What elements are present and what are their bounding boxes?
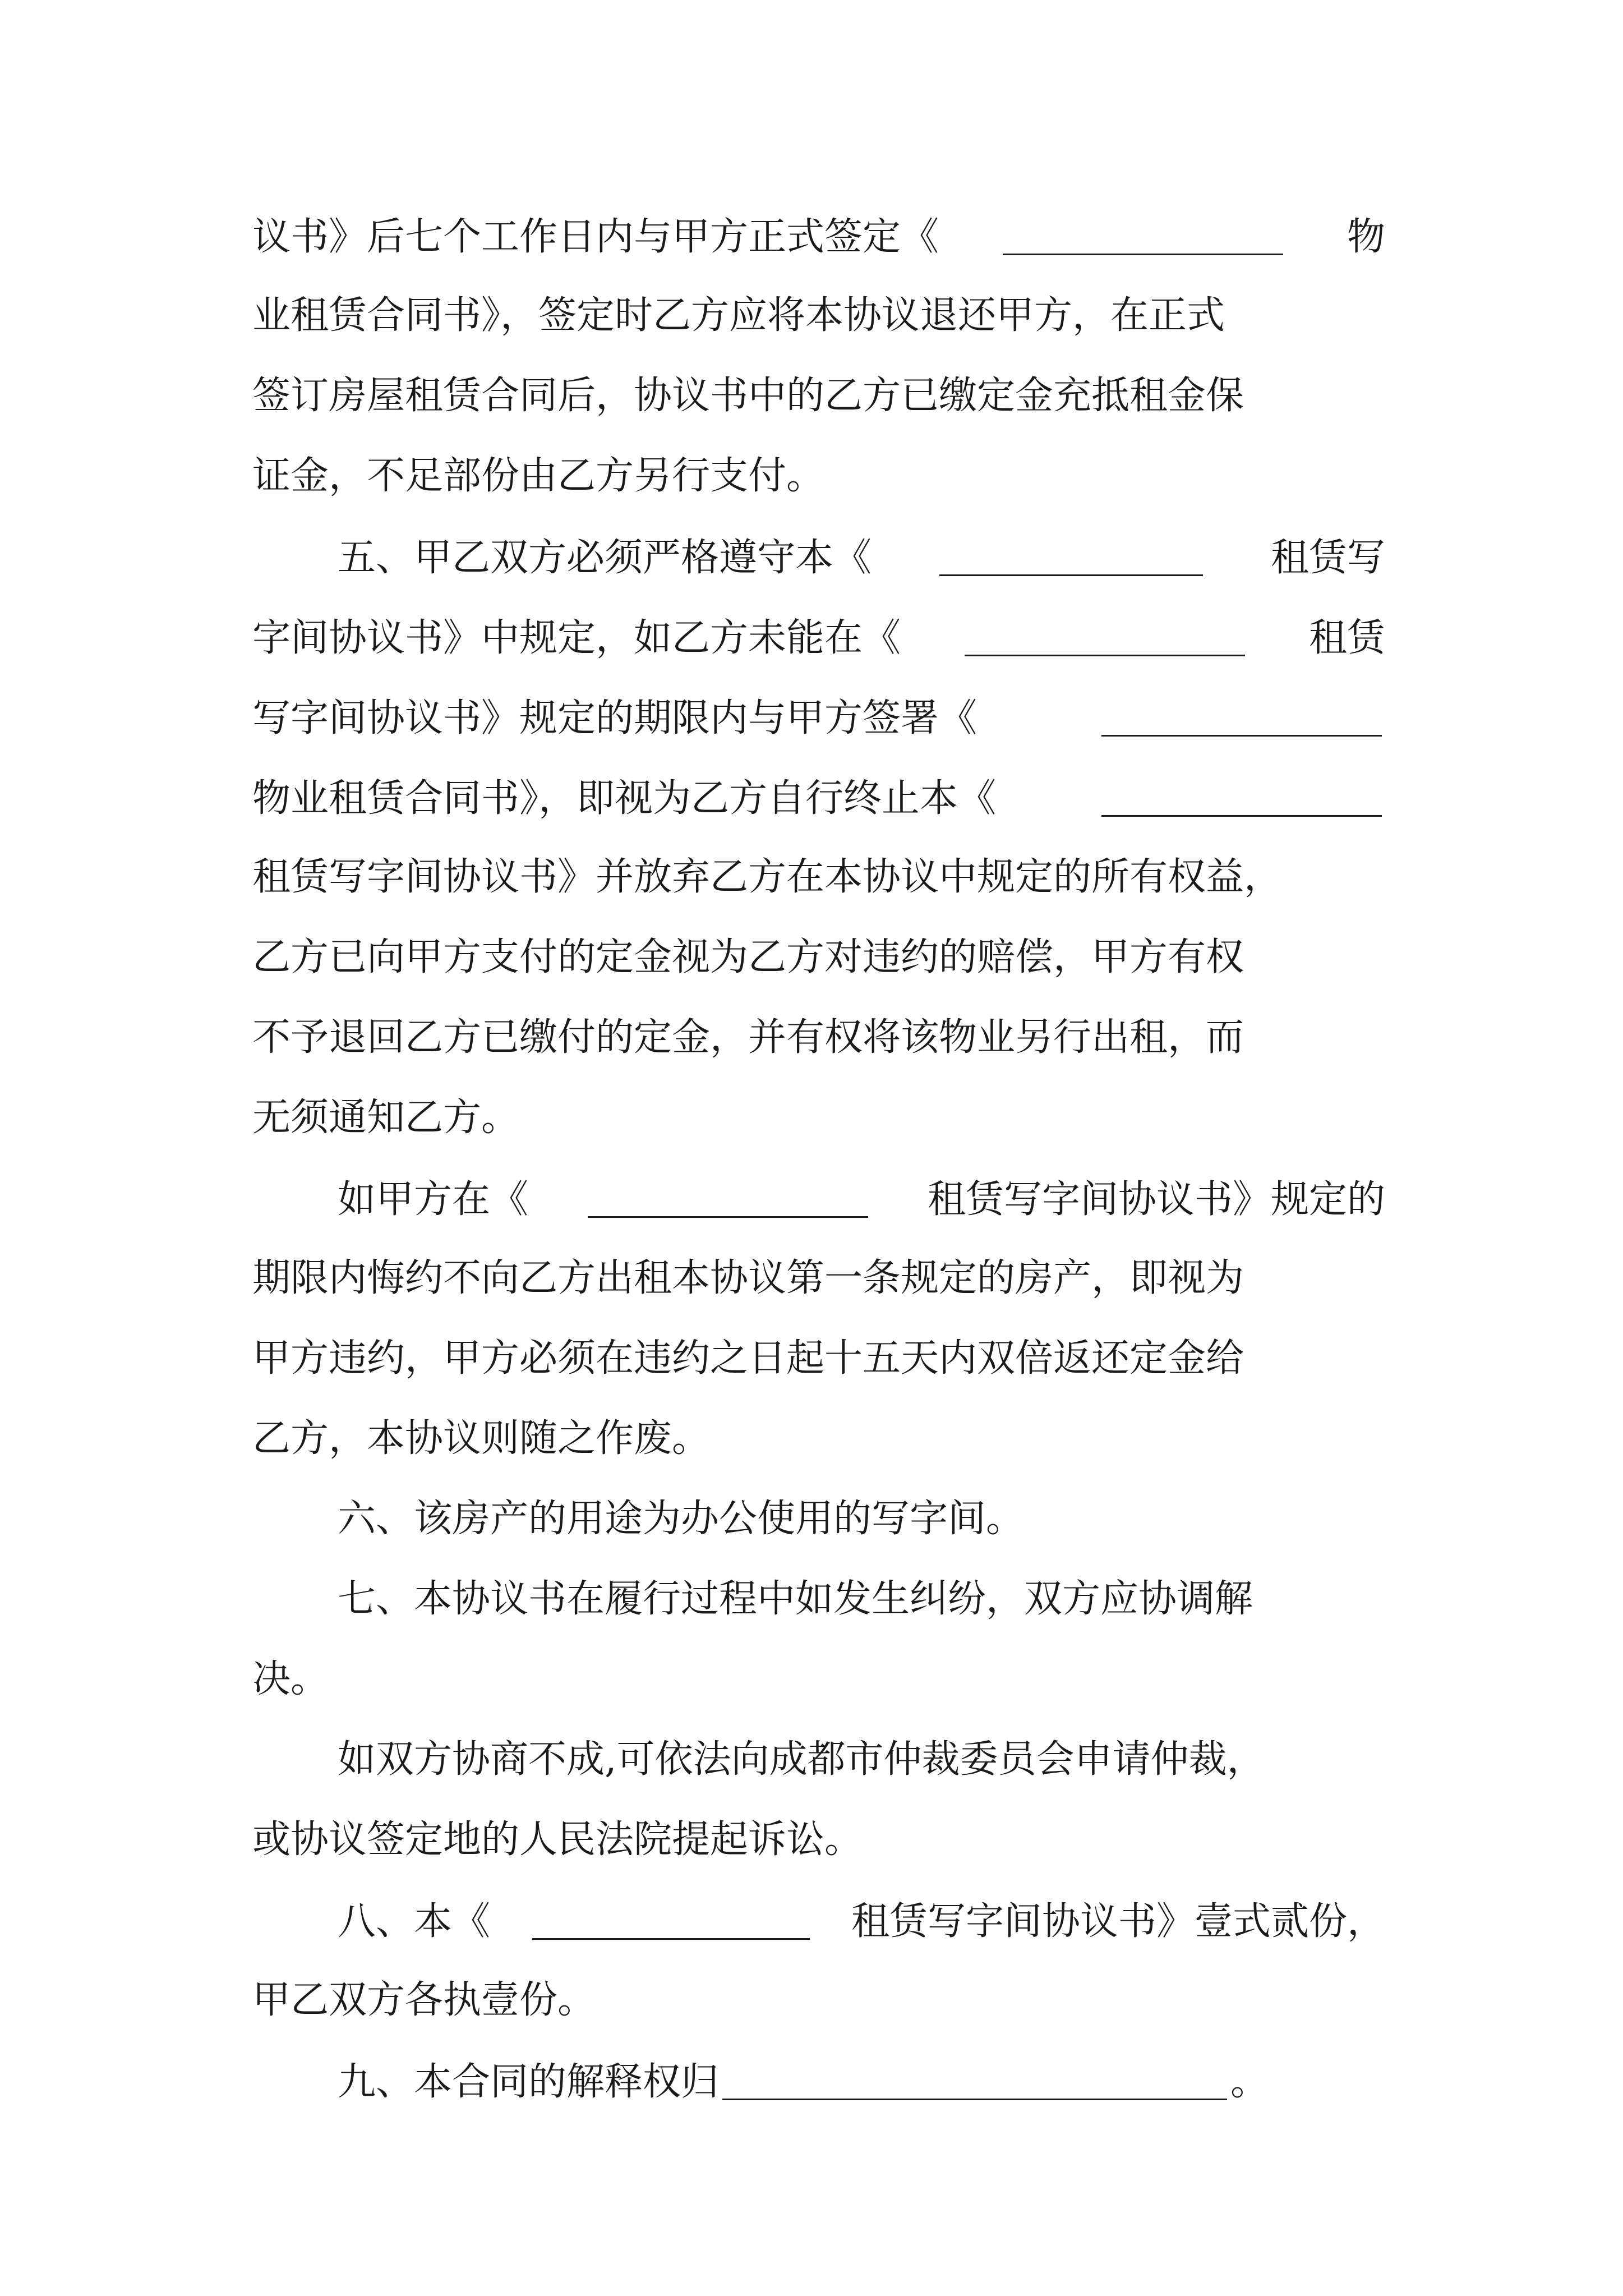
blank-field[interactable] — [588, 1177, 868, 1218]
text-line — [338, 2054, 1385, 2108]
text-line — [252, 1412, 1385, 1466]
text-line — [338, 1733, 1385, 1787]
text-segment: 如双方协商不成,可依法向成都市仲裁委员会申请仲裁， — [338, 1737, 1265, 1782]
text-line — [338, 1572, 1385, 1626]
text-segment: 五、甲乙双方必须严格遵守本《 — [338, 536, 872, 580]
blank-field[interactable] — [1003, 214, 1283, 255]
text-line — [252, 1813, 1385, 1867]
text-line — [338, 530, 1385, 583]
text-line — [252, 610, 1385, 664]
text-segment: 九、本合同的解释权归 — [338, 2060, 720, 2104]
text-segment: 业租赁合同书》，签定时乙方应将本协议退还甲方，在正式 — [252, 293, 1225, 338]
text-segment: 乙方，本协议则随之作废。 — [252, 1416, 711, 1461]
blank-field[interactable] — [1101, 776, 1382, 817]
blank-field[interactable] — [722, 2059, 1227, 2100]
text-line — [252, 690, 1385, 744]
text-line — [252, 1011, 1385, 1065]
text-segment: 租赁写字间协议书》壹式贰份， — [851, 1899, 1385, 1944]
text-segment: 。 — [1230, 2060, 1269, 2104]
text-segment: 物业租赁合同书》，即视为乙方自行终止本《 — [252, 776, 997, 821]
text-line — [252, 449, 1385, 503]
blank-field[interactable] — [939, 535, 1203, 576]
text-segment: 甲方违约，甲方必须在违约之日起十五天内双倍返还定金给 — [252, 1336, 1244, 1381]
blank-field[interactable] — [532, 1899, 810, 1940]
text-segment: 如甲方在《 — [338, 1177, 529, 1222]
text-line — [252, 1332, 1385, 1386]
text-segment: 租赁写 — [1270, 536, 1385, 580]
text-segment: 甲乙双方各执壹份。 — [252, 1978, 596, 2022]
text-line — [252, 770, 1385, 824]
text-line — [252, 850, 1385, 904]
blank-field[interactable] — [965, 615, 1245, 656]
text-segment: 签订房屋租赁合同后，协议书中的乙方已缴定金充抵租金保 — [252, 374, 1244, 418]
text-segment: 期限内悔约不向乙方出租本协议第一条规定的房产，即视为 — [252, 1256, 1244, 1300]
text-segment: 物 — [1347, 215, 1385, 259]
text-segment: 字间协议书》中规定，如乙方未能在《 — [252, 616, 901, 660]
text-segment: 无须通知乙方。 — [252, 1096, 520, 1140]
text-line — [252, 1973, 1385, 2027]
text-line — [252, 1251, 1385, 1305]
text-segment: 乙方已向甲方支付的定金视为乙方对违约的赔偿，甲方有权 — [252, 935, 1244, 979]
text-segment: 写字间协议书》规定的期限内与甲方签署《 — [252, 696, 978, 740]
text-line — [338, 1492, 1385, 1546]
text-line — [252, 289, 1385, 343]
text-segment: 六、该房产的用途为办公使用的写字间。 — [338, 1497, 1025, 1541]
text-segment: 议书》后七个工作日内与甲方正式签定《 — [252, 215, 939, 259]
text-segment: 七、本协议书在履行过程中如发生纠纷，双方应协调解 — [338, 1577, 1253, 1621]
text-line — [338, 1171, 1385, 1225]
text-segment: 八、本《 — [338, 1899, 491, 1944]
text-segment: 决。 — [252, 1657, 329, 1701]
blank-field[interactable] — [1101, 696, 1382, 737]
text-segment: 租赁写字间协议书》并放弃乙方在本协议中规定的所有权益， — [252, 855, 1283, 899]
text-segment: 不予退回乙方已缴付的定金，并有权将该物业另行出租，而 — [252, 1015, 1244, 1060]
text-line — [252, 931, 1385, 984]
text-line — [338, 1893, 1385, 1947]
text-line — [252, 1653, 1385, 1706]
text-line — [252, 369, 1385, 423]
text-segment: 租赁 — [1308, 616, 1385, 660]
text-segment: 或协议签定地的人民法院提起诉讼。 — [252, 1818, 863, 1862]
text-segment: 租赁写字间协议书》规定的 — [927, 1177, 1385, 1222]
text-line — [252, 1091, 1385, 1145]
text-line — [252, 209, 1385, 263]
text-segment: 证金，不足部份由乙方另行支付。 — [252, 454, 825, 498]
